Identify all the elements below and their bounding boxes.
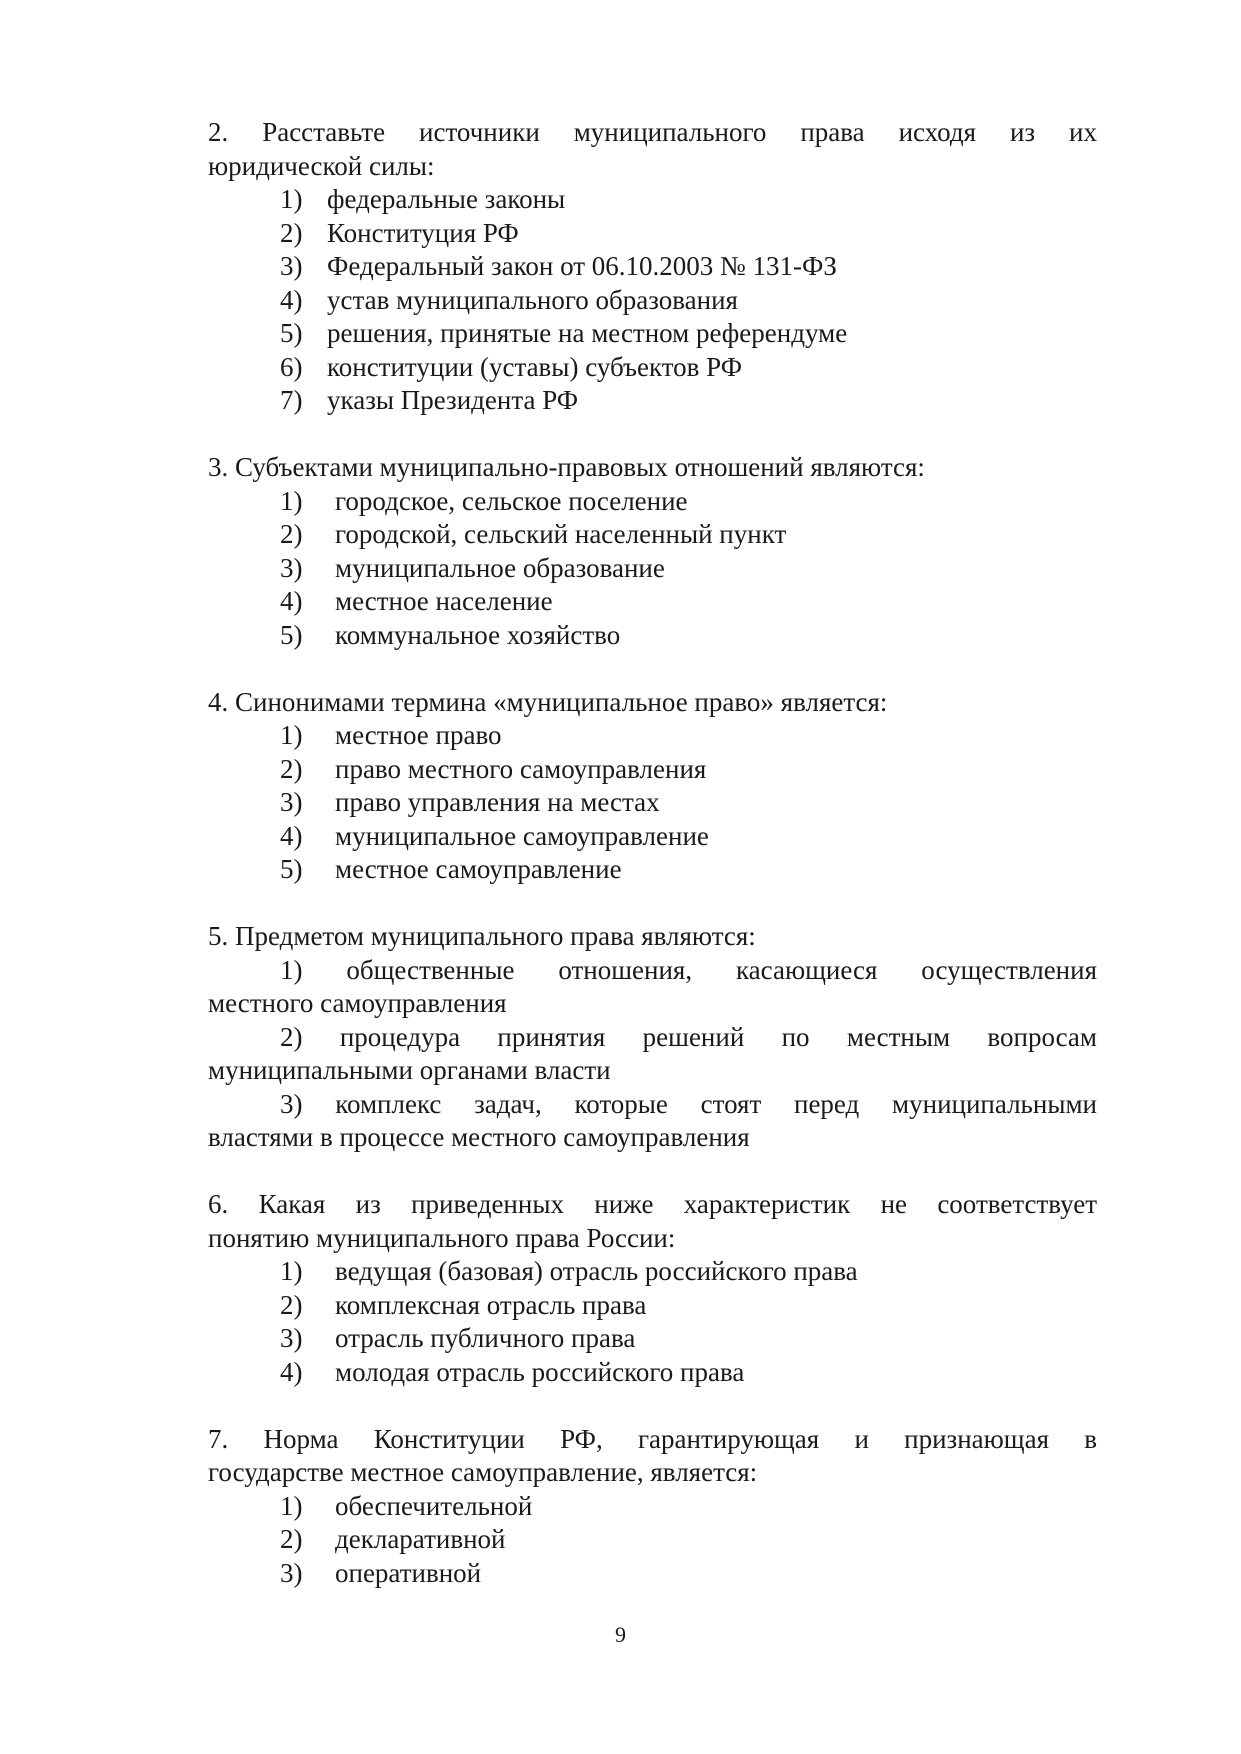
- option-text: обеспечительной: [335, 1490, 533, 1521]
- option-text: право управления на местах: [335, 787, 660, 817]
- option-text-continued: муниципальными органами власти: [208, 1055, 611, 1085]
- option-number: 2): [280, 1289, 303, 1320]
- answer-option: [208, 619, 1097, 653]
- option-number: 7): [280, 385, 303, 415]
- page-content: [208, 116, 1097, 1590]
- spacer: [208, 418, 1097, 452]
- answer-list: [208, 183, 1097, 418]
- option-text: местное население: [335, 586, 553, 616]
- answer-list: [208, 485, 1097, 653]
- answer-option: [208, 552, 1097, 586]
- option-number: 1): [280, 485, 303, 516]
- spacer: [208, 652, 1097, 686]
- answer-option: [208, 518, 1097, 552]
- option-number: 5): [280, 854, 303, 884]
- answer-option: [208, 1523, 1097, 1557]
- answer-option: [208, 217, 1097, 251]
- option-number: 1): [280, 184, 303, 214]
- question-6: [208, 1188, 1097, 1389]
- question-heading: 3. Субъектами муниципально-правовых отношений являются:: [208, 452, 925, 482]
- option-number: 3): [280, 787, 303, 817]
- option-text: Конституция РФ: [327, 217, 519, 248]
- answer-option: [208, 485, 1097, 519]
- option-text: отрасль публичного права: [335, 1323, 636, 1353]
- answer-option: [208, 1356, 1097, 1390]
- option-text: местное право: [335, 720, 502, 750]
- answer-list: [208, 954, 1097, 1155]
- option-text: право местного самоуправления: [335, 753, 707, 784]
- answer-option: [208, 853, 1097, 887]
- option-number: 2): [280, 519, 303, 549]
- answer-list: [208, 1255, 1097, 1389]
- question-heading-continued: понятию муниципального права России:: [208, 1222, 676, 1253]
- option-number: 4): [280, 284, 303, 315]
- question-heading: 6. Какая из приведенных ниже характеристик не соответствует: [208, 1189, 1097, 1219]
- question-heading: 4. Синонимами термина «муниципальное право» является:: [208, 686, 888, 717]
- answer-option: [208, 1088, 1097, 1155]
- option-text: коммунальное хозяйство: [335, 619, 621, 650]
- answer-option: [208, 384, 1097, 418]
- option-number: 2): [280, 1524, 303, 1554]
- option-number: 1): [280, 1256, 303, 1286]
- option-text: конституции (уставы) субъектов РФ: [327, 351, 743, 382]
- answer-option: [208, 954, 1097, 1021]
- option-text: городское, сельское поселение: [335, 485, 688, 516]
- option-text: муниципальное самоуправление: [335, 820, 709, 851]
- option-number: 1): [280, 1490, 303, 1521]
- option-text: 2) процедура принятия решений по местным вопросам: [280, 1021, 1097, 1052]
- option-number: 4): [280, 820, 303, 851]
- question-heading: 2. Расставьте источники муниципального права исходя из их: [208, 117, 1097, 147]
- question-3: [208, 451, 1097, 652]
- option-text-continued: местного самоуправления: [208, 988, 507, 1018]
- option-number: 3): [280, 552, 303, 583]
- option-number: 3): [280, 1323, 303, 1353]
- spacer: [208, 1155, 1097, 1189]
- question-4: [208, 686, 1097, 887]
- answer-option: [208, 351, 1097, 385]
- question-heading-continued: юридической силы:: [208, 150, 435, 181]
- option-text: федеральные законы: [327, 184, 566, 214]
- answer-option: [208, 1322, 1097, 1356]
- option-text: 3) комплекс задач, которые стоят перед муниципальными: [280, 1088, 1097, 1119]
- answer-option: [208, 753, 1097, 787]
- answer-option: [208, 284, 1097, 318]
- question-2: [208, 116, 1097, 418]
- answer-option: [208, 719, 1097, 753]
- answer-option: [208, 183, 1097, 217]
- option-text: указы Президента РФ: [327, 385, 579, 415]
- answer-option: [208, 585, 1097, 619]
- answer-option: [208, 1557, 1097, 1591]
- option-text: 1) общественные отношения, касающиеся осуществления: [280, 954, 1097, 985]
- option-number: 6): [280, 351, 303, 382]
- option-number: 2): [280, 217, 303, 248]
- option-number: 2): [280, 753, 303, 784]
- answer-list: [208, 1490, 1097, 1591]
- answer-option: [208, 317, 1097, 351]
- option-text: декларативной: [335, 1524, 506, 1554]
- option-text: решения, принятые на местном референдуме: [327, 318, 848, 348]
- question-heading: 5. Предметом муниципального права являются:: [208, 921, 756, 951]
- option-text-continued: властями в процессе местного самоуправления: [208, 1122, 750, 1152]
- option-number: 4): [280, 1356, 303, 1387]
- answer-option: [208, 1289, 1097, 1323]
- option-text: Федеральный закон от 06.10.2003 № 131-ФЗ: [327, 251, 837, 281]
- option-number: 5): [280, 619, 303, 650]
- option-number: 1): [280, 720, 303, 750]
- answer-option: [208, 1021, 1097, 1088]
- option-number: 3): [280, 251, 303, 281]
- spacer: [208, 887, 1097, 921]
- option-text: молодая отрасль российского права: [335, 1356, 745, 1387]
- spacer: [208, 1389, 1097, 1423]
- option-number: 3): [280, 1557, 303, 1588]
- option-text: местное самоуправление: [335, 854, 622, 884]
- option-number: 4): [280, 586, 303, 616]
- option-text: оперативной: [335, 1557, 482, 1588]
- page-number: 9: [615, 1622, 626, 1647]
- question-heading: 7. Норма Конституции РФ, гарантирующая и признающая в: [208, 1423, 1097, 1454]
- question-5: [208, 920, 1097, 1155]
- option-number: 5): [280, 318, 303, 348]
- answer-list: [208, 719, 1097, 887]
- answer-option: [208, 1255, 1097, 1289]
- question-7: [208, 1423, 1097, 1591]
- answer-option: [208, 1490, 1097, 1524]
- answer-option: [208, 820, 1097, 854]
- question-heading-continued: государстве местное самоуправление, является:: [208, 1457, 758, 1487]
- answer-option: [208, 250, 1097, 284]
- option-text: комплексная отрасль права: [335, 1289, 647, 1320]
- option-text: ведущая (базовая) отрасль российского права: [335, 1256, 858, 1286]
- option-text: муниципальное образование: [335, 552, 665, 583]
- option-text: устав муниципального образования: [327, 284, 738, 315]
- option-text: городской, сельский населенный пункт: [335, 519, 787, 549]
- answer-option: [208, 786, 1097, 820]
